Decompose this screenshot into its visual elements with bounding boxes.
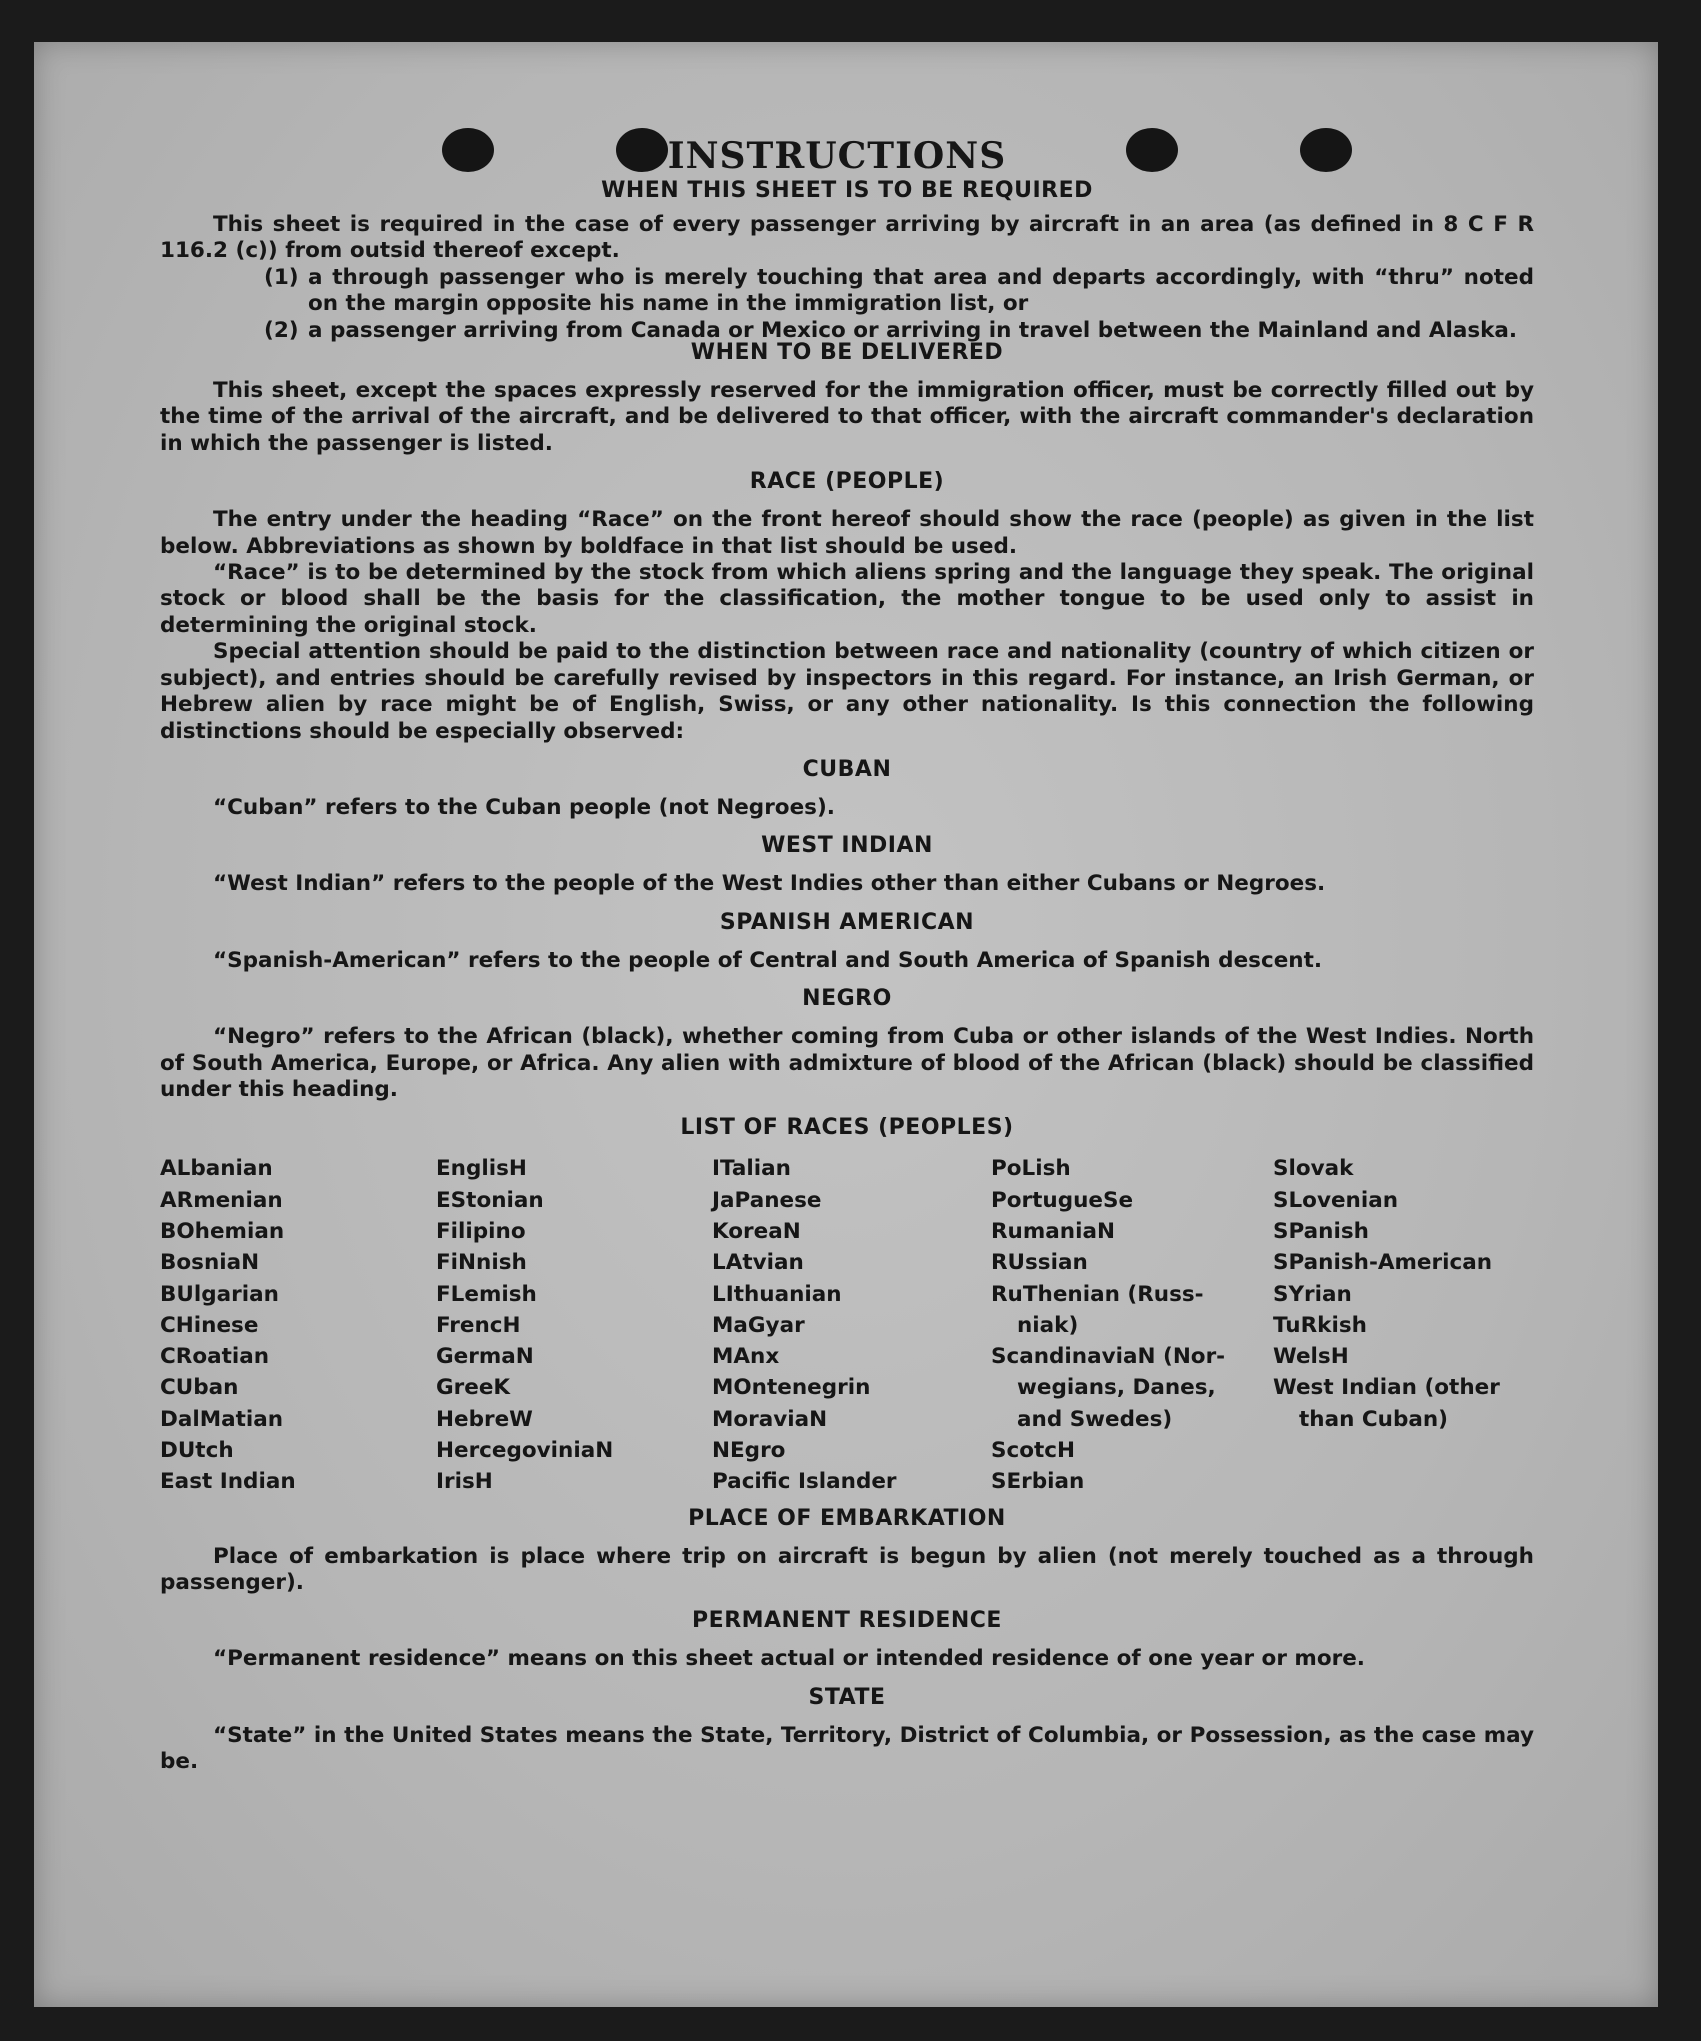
race-entry: SPanish	[1273, 1218, 1369, 1244]
race-entry: niak)	[1017, 1312, 1079, 1338]
race-entry: HercegoviniaN	[436, 1438, 614, 1464]
races-column	[436, 1153, 712, 1497]
race-entry: and Swedes)	[1017, 1406, 1173, 1432]
delivered-text: This sheet, except the spaces expressly reserved for the immigration officer, must be correctly filled out by the time of the arrival of the aircraft, and be delivered to that officer, with the aircraft commander's declaration in which the passenger is listed.	[160, 378, 1534, 456]
heading-permanent-residence: PERMANENT RESIDENCE	[692, 1608, 1002, 1634]
race-entry: WelsH	[1273, 1344, 1349, 1370]
heading-cuban: CUBAN	[802, 756, 892, 782]
race-entry: SLovenian	[1273, 1187, 1399, 1213]
race-entry: East Indian	[160, 1469, 296, 1495]
race-entry: GreeK	[436, 1375, 511, 1401]
races-column	[1273, 1153, 1528, 1497]
race-entry: ScandinaviaN (Nor-	[991, 1344, 1226, 1370]
race-entry: GermaN	[436, 1344, 534, 1370]
race-entry: NEgro	[712, 1438, 786, 1464]
spanish-american-text: “Spanish-American” refers to the people of Central and South America of Spanish descent.	[213, 947, 1323, 973]
race-entry: FLemish	[436, 1281, 537, 1307]
race-entry: FrencH	[436, 1312, 521, 1338]
races-column	[160, 1153, 436, 1497]
heading-list-of-races: LIST OF RACES (PEOPLES)	[680, 1115, 1014, 1141]
race-entry: than Cuban)	[1299, 1406, 1448, 1432]
race-entry: RuThenian (Russ-	[991, 1281, 1204, 1307]
race-paragraph-1: The entry under the heading “Race” on the front hereof should show the race (people) as given in the list below. Abbreviations as shown by boldface in that list should be used.	[160, 507, 1534, 559]
negro-text: “Negro” refers to the African (black), whether coming from Cuba or other islands of the West Indies. North of South America, Europe, or Africa. Any alien with admixture of blood of the African (black) should be classified under this heading.	[160, 1024, 1534, 1102]
race-entry: MaGyar	[712, 1312, 805, 1338]
race-entry: SPanish-American	[1273, 1250, 1493, 1276]
races-list	[160, 1153, 1534, 1497]
races-column	[991, 1153, 1273, 1497]
race-entry: BosniaN	[160, 1250, 260, 1276]
exception-item	[160, 265, 1534, 318]
heading-when-delivered: WHEN TO BE DELIVERED	[690, 340, 1004, 366]
race-paragraph-3: Special attention should be paid to the distinction between race and nationality (country of which citizen or subject), and entries should be carefully revised by inspectors in this regard. For instance, an Irish German, or Hebrew alien by race might be of English, Swiss, or any other nationality. Is this connection the following distinctions should be especially observed:	[160, 639, 1534, 744]
race-paragraph-2: “Race” is to be determined by the stock from which aliens spring and the language they speak. The original stock or blood shall be the basis for the classification, the mother tongue to be used only to assist in determining the original stock.	[160, 560, 1534, 638]
page-title: INSTRUCTIONS	[667, 135, 1007, 177]
race-entry: LAtvian	[712, 1250, 804, 1276]
race-entry: SErbian	[991, 1469, 1085, 1495]
heading-race: RACE (PEOPLE)	[749, 469, 945, 495]
heading-when-required: WHEN THIS SHEET IS TO BE REQUIRED	[601, 178, 1093, 203]
race-entry: RumaniaN	[991, 1218, 1115, 1244]
heading-west-indian: WEST INDIAN	[761, 833, 933, 859]
heading-negro: NEGRO	[802, 986, 892, 1012]
heading-place-of-embarkation: PLACE OF EMBARKATION	[688, 1505, 1006, 1531]
state-text: “State” in the United States means the State, Territory, District of Columbia, or Possession, as the case may be.	[160, 1722, 1534, 1775]
race-entry: CUban	[160, 1375, 239, 1401]
races-column	[712, 1153, 991, 1497]
race-entry: DalMatian	[160, 1406, 284, 1432]
race-entry: KoreaN	[712, 1218, 801, 1244]
cuban-text: “Cuban” refers to the Cuban people (not Negroes).	[213, 794, 835, 820]
exception-text: a through passenger who is merely touching that area and departs accordingly, with “thru” noted on the margin opposite his name in the immigration list, or	[308, 264, 1534, 317]
exception-text: a passenger arriving from Canada or Mexico or arriving in travel between the Mainland and Alaska.	[308, 317, 1518, 343]
race-entry: JaPanese	[712, 1187, 822, 1213]
race-entry: MAnx	[712, 1344, 780, 1370]
race-entry: EnglisH	[436, 1156, 527, 1182]
exception-number: (2)	[264, 317, 299, 343]
race-entry: Slovak	[1273, 1156, 1354, 1182]
heading-state: STATE	[808, 1684, 886, 1710]
race-entry: MoraviaN	[712, 1406, 828, 1432]
race-entry: DUtch	[160, 1438, 234, 1464]
race-entry: SYrian	[1273, 1281, 1352, 1307]
race-entry: PortugueSe	[991, 1187, 1134, 1213]
race-entry: CHinese	[160, 1312, 259, 1338]
race-entry: LIthuanian	[712, 1281, 842, 1307]
race-entry: ScotcH	[991, 1438, 1076, 1464]
race-entry: West Indian (other	[1273, 1375, 1500, 1401]
race-entry: Filipino	[436, 1218, 526, 1244]
race-entry: IrisH	[436, 1469, 493, 1495]
race-entry: BOhemian	[160, 1218, 285, 1244]
race-entry: CRoatian	[160, 1344, 270, 1370]
heading-spanish-american: SPANISH AMERICAN	[719, 909, 975, 935]
race-entry: ITalian	[712, 1156, 791, 1182]
race-entry: RUssian	[991, 1250, 1088, 1276]
exception-number: (1)	[264, 264, 299, 290]
race-entry: PoLish	[991, 1156, 1071, 1182]
embarkation-text: Place of embarkation is place where trip on aircraft is begun by alien (not merely touched as a through passenger).	[160, 1543, 1534, 1596]
race-entry: wegians, Danes,	[1017, 1375, 1216, 1401]
race-entry: Pacific Islander	[712, 1469, 897, 1495]
race-entry: MOntenegrin	[712, 1375, 871, 1401]
race-entry: FiNnish	[436, 1250, 527, 1276]
race-entry: ARmenian	[160, 1187, 283, 1213]
required-intro: This sheet is required in the case of every passenger arriving by aircraft in an area (as defined in 8 C F R 116.2 (c)) from outsid thereof except.	[160, 212, 1534, 264]
race-entry: BUlgarian	[160, 1281, 279, 1307]
race-entry: ALbanian	[160, 1156, 273, 1182]
residence-text: “Permanent residence” means on this sheet actual or intended residence of one year or more.	[213, 1646, 1365, 1672]
race-entry: HebreW	[436, 1406, 533, 1432]
instructions-content	[160, 134, 1534, 1776]
race-entry: EStonian	[436, 1187, 544, 1213]
west-indian-text: “West Indian” refers to the people of the West Indies other than either Cubans or Negroes.	[213, 871, 1326, 897]
race-entry: TuRkish	[1273, 1312, 1367, 1338]
